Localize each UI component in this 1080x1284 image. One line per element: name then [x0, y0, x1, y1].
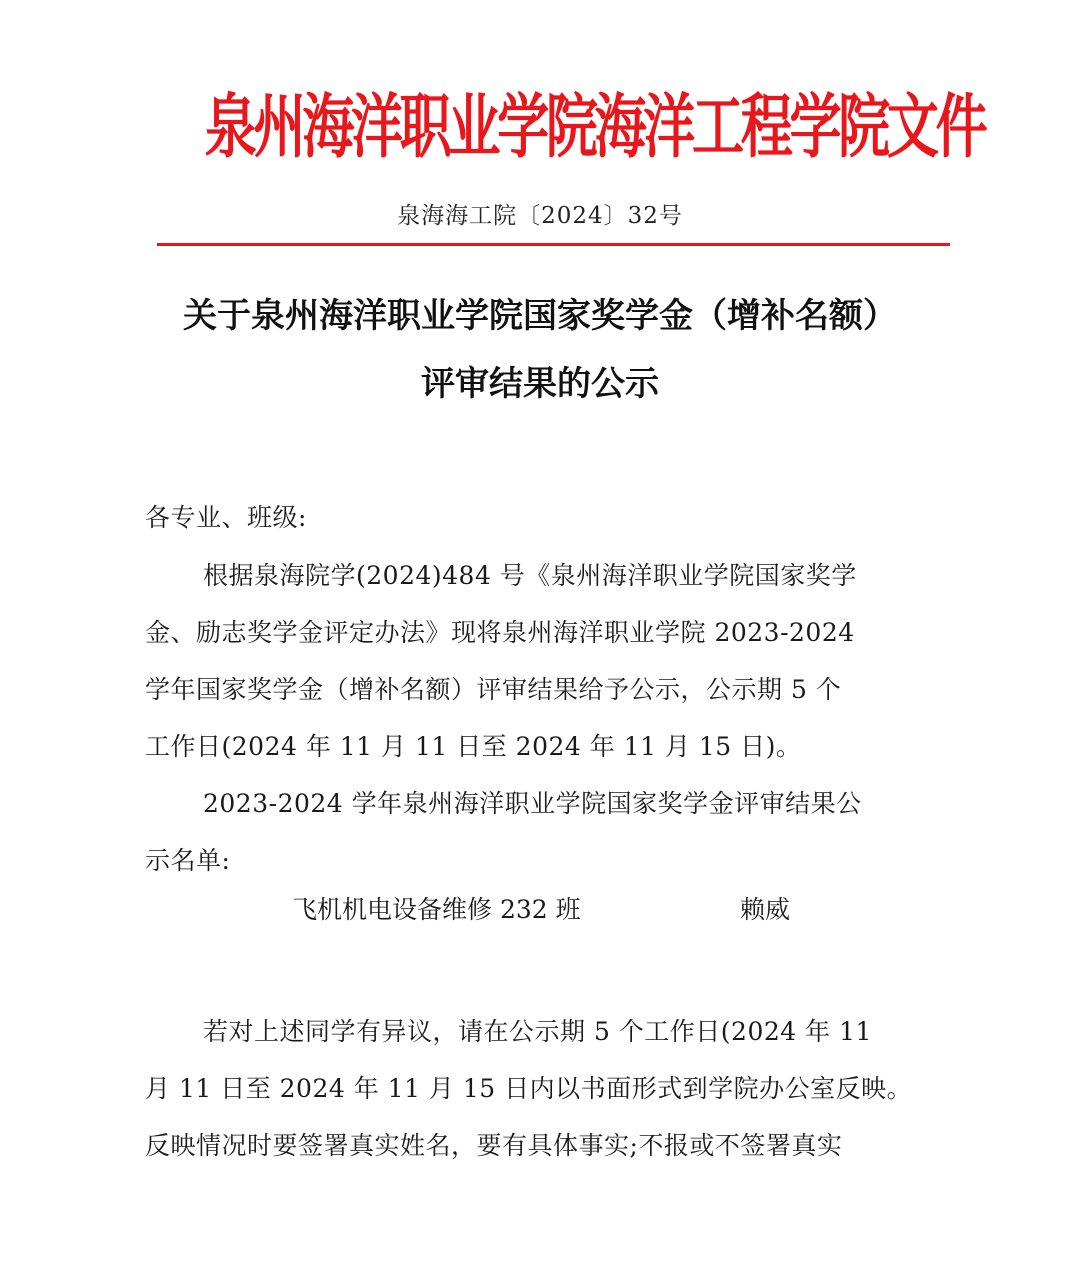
winner-name: 赖威 [740, 895, 791, 924]
paragraph-1-line-4: 工作日(2024 年 11 月 11 日至 2024 年 11 月 15 日)。 [145, 732, 802, 761]
notice-title-line-1: 关于泉州海洋职业学院国家奖学金（增补名额） [183, 296, 897, 336]
document-masthead: 泉州海洋职业学院海洋工程学院文件 [204, 85, 985, 168]
paragraph-3-line-2: 月 11 日至 2024 年 11 月 15 日内以书面形式到学院办公室反映。 [145, 1074, 913, 1103]
notice-title-line-2: 评审结果的公示 [421, 364, 659, 404]
paragraph-1-line-1: 根据泉海院学(2024)484 号《泉州海洋职业学院国家奖学 [203, 561, 857, 590]
paragraph-3-line-1: 若对上述同学有异议，请在公示期 5 个工作日(2024 年 11 [203, 1017, 872, 1046]
paragraph-3-line-3: 反映情况时要签署真实姓名，要有具体事实;不报或不签署真实 [145, 1131, 843, 1160]
document-number: 泉海海工院〔2024〕32号 [397, 203, 683, 229]
paragraph-2-line-1: 2023-2024 学年泉州海洋职业学院国家奖学金评审结果公 [203, 789, 862, 818]
red-divider-line [157, 243, 950, 246]
paragraph-2-line-2: 示名单: [145, 846, 231, 875]
salutation: 各专业、班级: [145, 503, 307, 532]
winner-class: 飞机机电设备维修 232 班 [292, 895, 581, 924]
paragraph-1-line-2: 金、励志奖学金评定办法》现将泉州海洋职业学院 2023-2024 [145, 618, 855, 647]
paragraph-1-line-3: 学年国家奖学金（增补名额）评审结果给予公示，公示期 5 个 [145, 675, 842, 704]
